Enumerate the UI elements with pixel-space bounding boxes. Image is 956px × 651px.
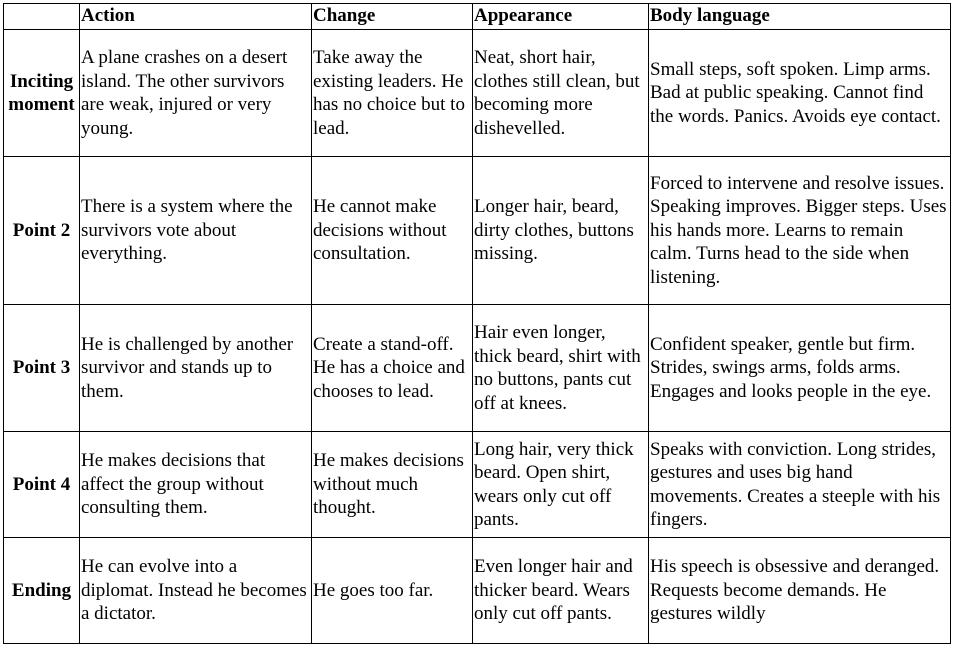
- appearance-cell: Even longer hair and thicker beard. Wears only cut off pants.: [473, 538, 649, 644]
- body-language-cell: Speaks with conviction. Long strides, gestures and uses big hand movements. Creates a steeple with his fingers.: [649, 432, 951, 538]
- character-arc-table: [3, 3, 951, 644]
- action-cell: There is a system where the survivors vote about everything.: [80, 157, 312, 305]
- header-change: Change: [312, 4, 473, 30]
- body-language-cell: Small steps, soft spoken. Limp arms. Bad at public speaking. Cannot find the words. Panics. Avoids eye contact.: [649, 30, 951, 157]
- appearance-cell: Longer hair, beard, dirty clothes, buttons missing.: [473, 157, 649, 305]
- table-row: [4, 157, 951, 305]
- action-cell: He can evolve into a diplomat. Instead he becomes a dictator.: [80, 538, 312, 644]
- row-label: Ending: [4, 538, 80, 644]
- change-cell: Take away the existing leaders. He has no choice but to lead.: [312, 30, 473, 157]
- action-cell: A plane crashes on a desert island. The other survivors are weak, injured or very young.: [80, 30, 312, 157]
- appearance-cell: Hair even longer, thick beard, shirt with no buttons, pants cut off at knees.: [473, 305, 649, 432]
- change-cell: He makes decisions without much thought.: [312, 432, 473, 538]
- appearance-cell: Long hair, very thick beard. Open shirt, wears only cut off pants.: [473, 432, 649, 538]
- action-cell: He makes decisions that affect the group without consulting them.: [80, 432, 312, 538]
- change-cell: He cannot make decisions without consultation.: [312, 157, 473, 305]
- body-language-cell: Forced to intervene and resolve issues. Speaking improves. Bigger steps. Uses his hands more. Learns to remain calm. Turns head to the side when listening.: [649, 157, 951, 305]
- row-label: Point 4: [4, 432, 80, 538]
- table-row: [4, 30, 951, 157]
- body-language-cell: His speech is obsessive and deranged. Requests become demands. He gestures wildly: [649, 538, 951, 644]
- change-cell: Create a stand-off. He has a choice and chooses to lead.: [312, 305, 473, 432]
- header-appearance: Appearance: [473, 4, 649, 30]
- action-cell: He is challenged by another survivor and stands up to them.: [80, 305, 312, 432]
- header-action: Action: [80, 4, 312, 30]
- header-row: [4, 4, 951, 30]
- header-corner: [4, 4, 80, 30]
- row-label: Point 2: [4, 157, 80, 305]
- change-cell: He goes too far.: [312, 538, 473, 644]
- header-body-language: Body language: [649, 4, 951, 30]
- row-label: Point 3: [4, 305, 80, 432]
- table-row: [4, 432, 951, 538]
- table-row: [4, 305, 951, 432]
- body-language-cell: Confident speaker, gentle but firm. Strides, swings arms, folds arms. Engages and looks people in the eye.: [649, 305, 951, 432]
- appearance-cell: Neat, short hair, clothes still clean, but becoming more dishevelled.: [473, 30, 649, 157]
- row-label: Inciting moment: [4, 30, 80, 157]
- table-row: [4, 538, 951, 644]
